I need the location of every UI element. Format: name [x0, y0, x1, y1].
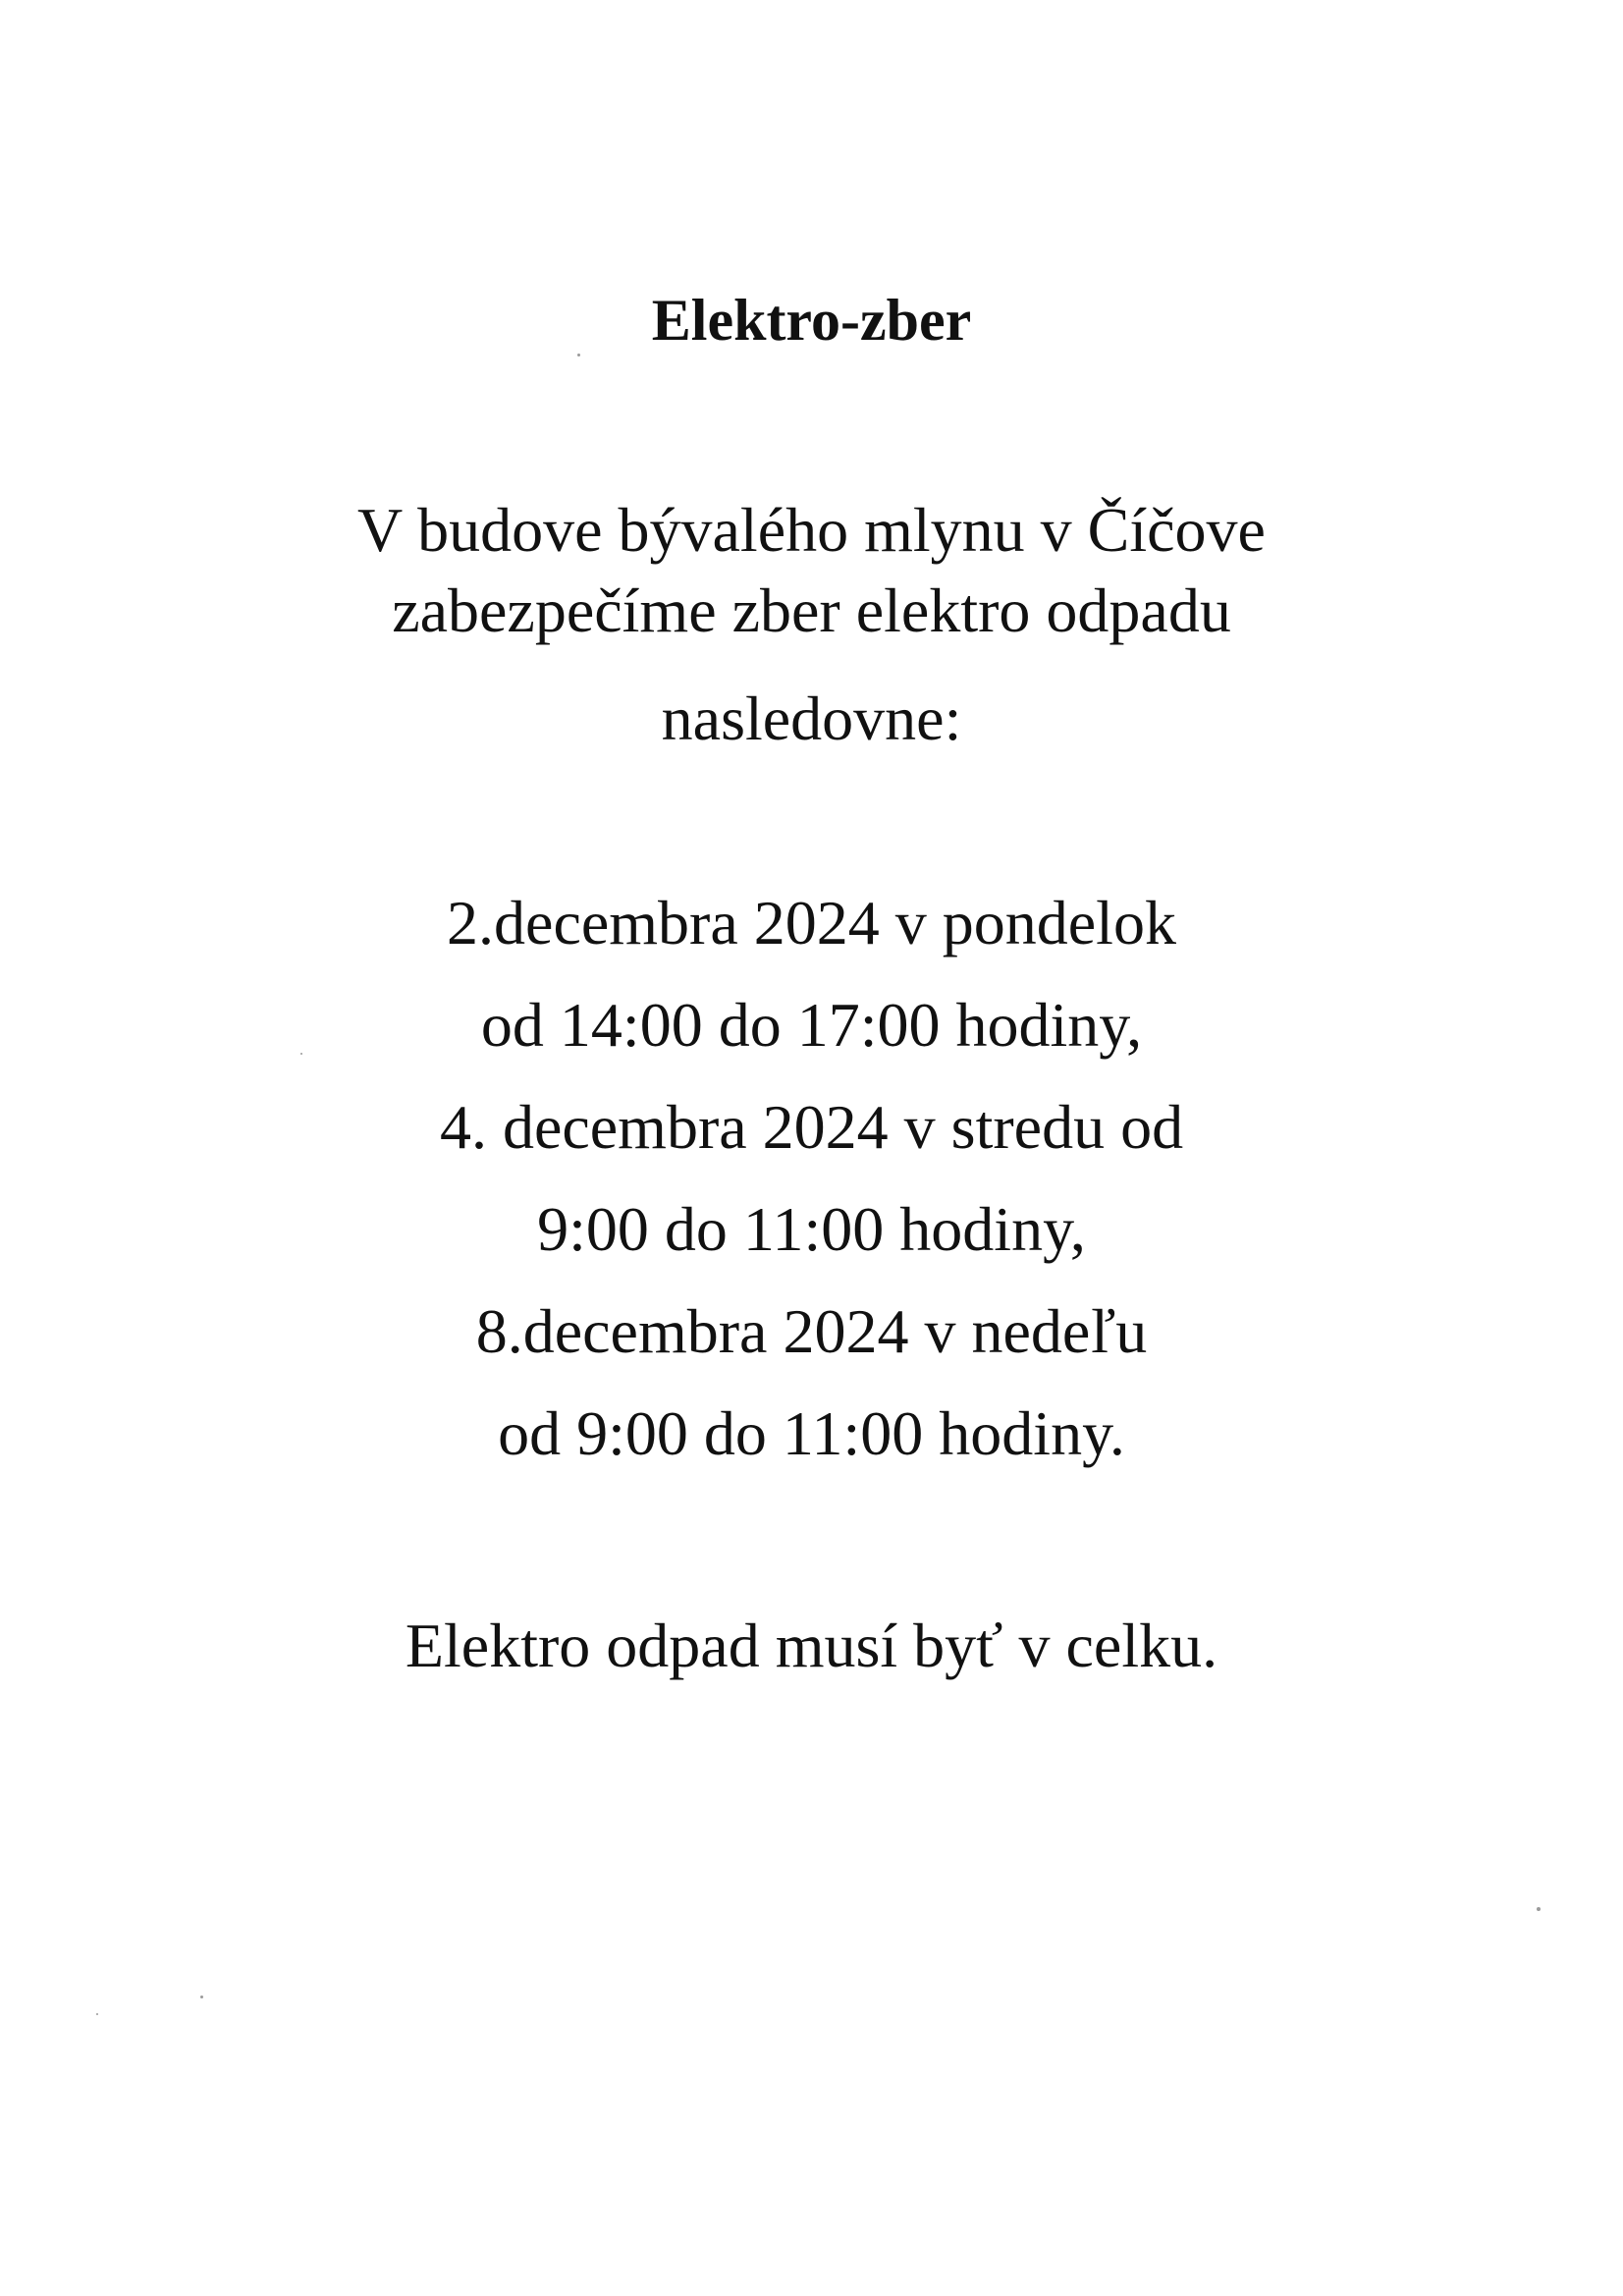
schedule-line-2: od 14:00 do 17:00 hodiny, — [480, 990, 1143, 1060]
scan-speck — [577, 354, 580, 356]
schedule-line-1: 2.decembra 2024 v pondelok — [447, 888, 1176, 957]
scan-speck — [200, 1995, 203, 1998]
scan-speck — [96, 2013, 98, 2015]
intro-line-3: nasledovne: — [661, 683, 962, 753]
schedule-line-6: od 9:00 do 11:00 hodiny. — [498, 1398, 1125, 1468]
document-title: Elektro-zber — [651, 288, 972, 353]
schedule-line-3: 4. decembra 2024 v stredu od — [439, 1092, 1184, 1162]
intro-line-2: zabezpečíme zber elektro odpadu — [392, 575, 1231, 645]
scan-speck — [1537, 1907, 1541, 1911]
closing-note: Elektro odpad musí byť v celku. — [405, 1611, 1218, 1680]
schedule-line-5: 8.decembra 2024 v nedeľu — [475, 1296, 1148, 1366]
intro-line-1: V budove bývalého mlynu v Číčove — [357, 495, 1266, 565]
schedule-line-4: 9:00 do 11:00 hodiny, — [537, 1194, 1086, 1264]
scan-speck — [300, 1053, 302, 1055]
